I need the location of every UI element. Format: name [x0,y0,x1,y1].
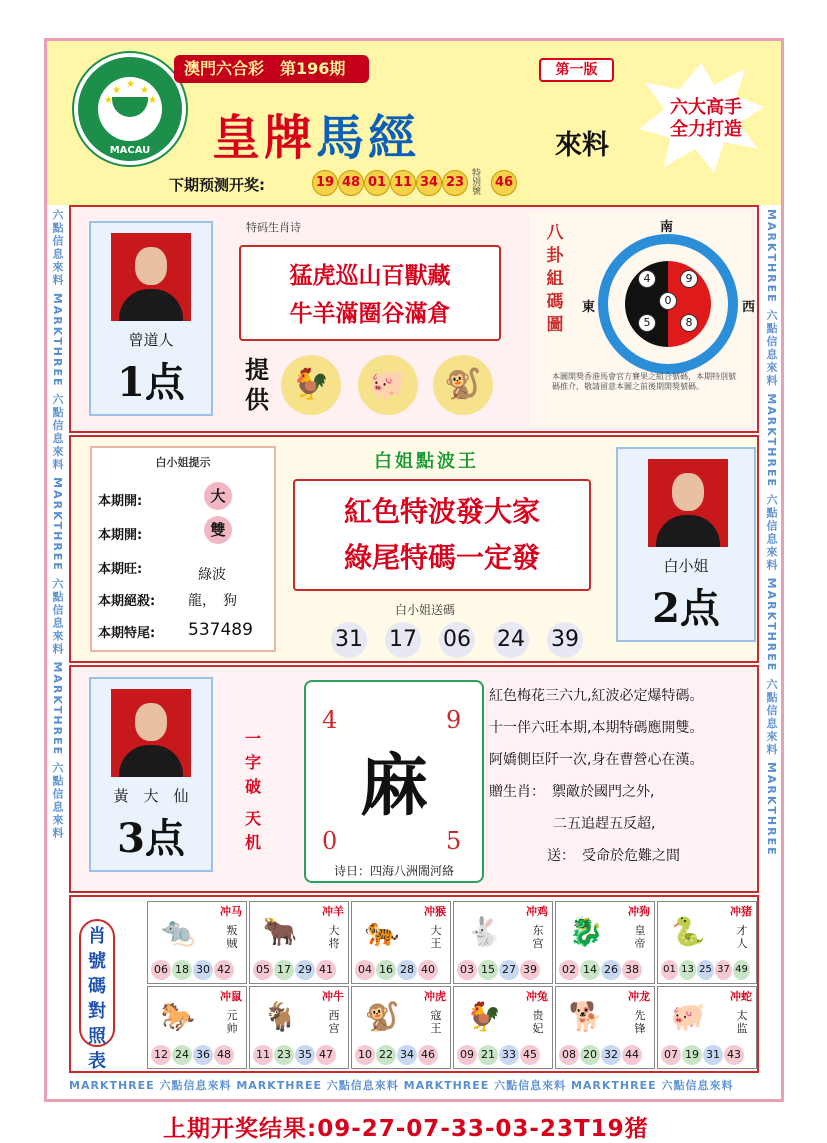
prediction-numbers [312,169,517,197]
number-ball: 19 [682,1045,702,1065]
pig-icon: 🐖 [358,355,418,415]
number-ball: 25 [697,960,714,980]
portrait-photo [648,459,728,547]
zodiac-title: 皇帝 [634,924,646,950]
points-label: 1点 [117,359,185,406]
zodiac-cell [453,901,553,984]
number-ball: 12 [151,1045,171,1065]
send-number: 31 [331,622,367,658]
snake-icon: 🐍 [670,915,706,948]
zodiac-title: 西宫 [328,1009,340,1035]
zodiac-title: 叛贼 [226,924,238,950]
number-ball: 45 [520,1045,540,1065]
number-ball: 08 [559,1045,579,1065]
number-ball: 35 [295,1045,315,1065]
slogan-box: 紅色特波發大家 綠尾特碼一定發 [293,479,591,591]
slogan-text: 六大高手 全力打造 [670,97,742,140]
zodiac-cell [657,986,757,1069]
zodiac-cell [249,901,349,984]
points-label: 2点 [652,585,720,632]
number-ball: 31 [703,1045,723,1065]
horse-icon: 🐎 [160,1000,196,1033]
zodiac-numbers [559,1045,642,1065]
send-number: 17 [385,622,421,658]
number-ball: 05 [253,960,273,980]
ox-icon: 🐂 [262,915,298,948]
prediction-ball: 19 [312,170,338,196]
number-ball: 28 [397,960,417,980]
prediction-ball: 23 [442,170,468,196]
number-ball: 17 [274,960,294,980]
points-label: 3点 [117,815,185,862]
number-ball: 02 [559,960,579,980]
zodiac-cell [147,901,247,984]
pig-icon: 🐖 [670,1000,706,1033]
portrait-photo [111,233,191,321]
number-ball: 33 [499,1045,519,1065]
person-name: 黃 大 仙 [113,787,189,805]
number-ball: 13 [679,960,696,980]
prediction-ball: 48 [338,170,364,196]
number-ball: 24 [172,1045,192,1065]
number-ball: 07 [661,1045,681,1065]
number-ball: 09 [457,1045,477,1065]
special-label: 特别號 [472,168,482,197]
number-ball: 47 [316,1045,336,1065]
wave-title: 白姐點波王 [374,451,479,472]
chong-label: 冲蛇 [730,990,752,1003]
portrait-photo [111,689,191,777]
number-ball: 06 [151,960,171,980]
number-ball: 26 [601,960,621,980]
number-ball: 36 [193,1045,213,1065]
zodiac-numbers [253,1045,336,1065]
rat-icon: 🐀 [160,915,196,948]
poem-line: 诗日：四海八洲閙河絡 [333,864,454,878]
number-ball: 10 [355,1045,375,1065]
zodiac-title: 先锋 [634,1009,646,1035]
zodiac-cell [453,986,553,1069]
zodiac-title: 贵妃 [532,1009,544,1035]
zodiac-title: 寇王 [430,1009,442,1035]
prediction-ball: 34 [416,170,442,196]
number-ball: 20 [580,1045,600,1065]
number-ball: 01 [661,960,678,980]
send-number: 39 [547,622,583,658]
number-ball: 40 [418,960,438,980]
zodiac-numbers [151,960,234,980]
issue-banner: 澳門六合彩 第196期 [174,55,369,83]
bottom-strip: MARKTHREE 六點信息來料 MARKTHREE 六點信息來料 MARKTHREE 六點信息來料 MARKTHREE 六點信息來料 [69,1079,734,1092]
zodiac-numbers [457,1045,540,1065]
zodiac-numbers [457,960,540,980]
dir-south: 南 [660,220,674,235]
zodiac-numbers [559,960,642,980]
left-side-strip: 六點信息來料 MARKTHREE 六點信息來料 MARKTHREE 六點信息來料 MARKTHREE 六點信息來料 [51,209,64,840]
tips-title: 白小姐提示 [155,456,211,469]
rooster-icon: 🐓 [466,1000,502,1033]
chong-label: 冲兔 [526,990,548,1003]
zodiac-cell [555,986,655,1069]
number-ball: 14 [580,960,600,980]
number-ball: 41 [316,960,336,980]
zodiac-numbers [661,1045,744,1065]
monkey-icon: 🐒 [364,1000,400,1033]
number-ball: 34 [397,1045,417,1065]
character-box: 4 9 麻 0 5 诗日：四海八洲閙河絡 [304,680,484,883]
number-ball: 21 [478,1045,498,1065]
number-ball: 46 [418,1045,438,1065]
number-ball: 27 [499,960,519,980]
prediction-ball: 11 [390,170,416,196]
zodiac-title: 东宫 [532,924,544,950]
send-number: 06 [439,622,475,658]
rooster-icon: 🐓 [281,355,341,415]
chong-label: 冲猴 [424,905,446,918]
person-card [89,221,213,416]
number-ball: 44 [622,1045,642,1065]
person-card [89,677,213,872]
number-ball: 29 [295,960,315,980]
zodiac-numbers [661,960,750,980]
zodiac-cell [351,901,451,984]
chong-label: 冲牛 [322,990,344,1003]
zodiac-table [69,895,759,1073]
number-ball: 16 [376,960,396,980]
vertical-red-text: 一 字 破 天 机 [244,729,261,852]
zodiac-numbers [355,960,438,980]
macau-emblem: ★ ★ ★ ★ ★ MACAU [74,53,186,165]
zodiac-cell [351,986,451,1069]
big-character: 麻 [359,746,428,826]
tips-panel: 白小姐提示 本期開: 大 本期開: 雙 本期旺: 綠波 本期絕殺: 龍， 狗 本期特尾: 537489 [90,446,276,652]
emblem-text: MACAU [109,145,151,156]
tiger-icon: 🐅 [364,915,400,948]
zodiac-numbers [151,1045,234,1065]
goat-icon: 🐐 [262,1000,298,1033]
number-ball: 42 [214,960,234,980]
chong-label: 冲羊 [322,905,344,918]
prediction-label: 下期预测开奖: [169,176,265,194]
prediction-ball: 01 [364,170,390,196]
zodiac-numbers [253,960,336,980]
number-ball: 32 [601,1045,621,1065]
poem-header: 特码生肖诗 [246,221,301,234]
provide-label: 提供 [245,355,269,414]
number-ball: 30 [193,960,213,980]
send-label: 白小姐送碼 [395,603,456,617]
dog-icon: 🐕 [568,1000,604,1033]
bagua-chart: 八卦組碼圖 南 東 西 4 9 0 5 8 本圖開獎香港馬會官方賽果之組合號碼，本期特別號碼推介，敬請留意本圖之前後期開獎號碼。 [530,212,752,426]
lottery-sheet [44,38,784,1102]
zodiac-cell [147,986,247,1069]
zodiac-cell [249,986,349,1069]
number-ball: 11 [253,1045,273,1065]
zodiac-cell [555,901,655,984]
dragon-icon: 🐉 [568,915,604,948]
poem-box: 猛虎巡山百獸藏 牛羊滿圈谷滿倉 [239,245,501,341]
number-ball: 03 [457,960,477,980]
zodiac-title: 才人 [736,924,748,950]
number-ball: 18 [172,960,192,980]
chong-label: 冲猪 [730,905,752,918]
section-baijie [69,435,759,663]
number-ball: 48 [214,1045,234,1065]
zodiac-grid [147,901,757,1069]
number-ball: 22 [376,1045,396,1065]
dir-west: 西 [742,300,756,315]
monkey-icon: 🐒 [433,355,493,415]
number-ball: 37 [715,960,732,980]
zodiac-title: 大将 [328,924,340,950]
number-ball: 39 [520,960,540,980]
number-ball: 49 [733,960,750,980]
dir-east: 東 [582,300,596,315]
special-ball: 46 [491,170,517,196]
zodiac-cell [657,901,757,984]
edition-badge: 第一版 [539,58,614,82]
send-number: 24 [493,622,529,658]
zodiac-tab-label: 肖號碼對照表 [79,919,115,1047]
section-zeng [69,205,759,433]
number-ball: 23 [274,1045,294,1065]
page-title: 皇牌馬經 [212,110,421,166]
chong-label: 冲虎 [424,990,446,1003]
zodiac-title: 元帅 [226,1009,238,1035]
right-side-strip: MARKTHREE 六點信息來料 MARKTHREE 六點信息來料 MARKTHREE 六點信息來料 MARKTHREE [765,209,778,857]
chong-label: 冲鸡 [526,905,548,918]
person-card [616,447,756,642]
person-name: 白小姐 [663,557,709,575]
bagua-title: 八卦組碼圖 [546,223,564,335]
bagua-note: 本圖開獎香港馬會官方賽果之組合號碼，本期特別號碼推介，敬請留意本圖之前後期開獎號碼。 [552,372,736,391]
chong-label: 冲狗 [628,905,650,918]
person-name: 曾道人 [128,331,174,349]
subtitle: 來料 [555,130,609,161]
header [47,41,781,205]
last-result: 上期开奖结果:09-27-07-33-03-23T19猪 [163,1116,649,1142]
number-ball: 15 [478,960,498,980]
chong-label: 冲马 [220,905,242,918]
zodiac-title: 太监 [736,1009,748,1035]
zodiac-numbers [355,1045,438,1065]
number-ball: 04 [355,960,375,980]
chong-label: 冲鼠 [220,990,242,1003]
section-huang: 黃 大 仙 3点 一 字 破 天 机 4 9 麻 0 5 诗日：四海八洲閙河絡 紅色梅花三六九,紅波必定爆特碼。 十一伴六旺本期,本期特碼應開雙。 阿嬌側臣阡一次,身在曹營心在漢。 贈生肖： 禦敵於國門之外, 二五追趕五反超, 送： 受命於危難之間 [69,665,759,893]
chong-label: 冲龙 [628,990,650,1003]
number-ball: 38 [622,960,642,980]
rabbit-icon: 🐇 [466,915,502,948]
zodiac-title: 大王 [430,924,442,950]
number-ball: 43 [724,1045,744,1065]
